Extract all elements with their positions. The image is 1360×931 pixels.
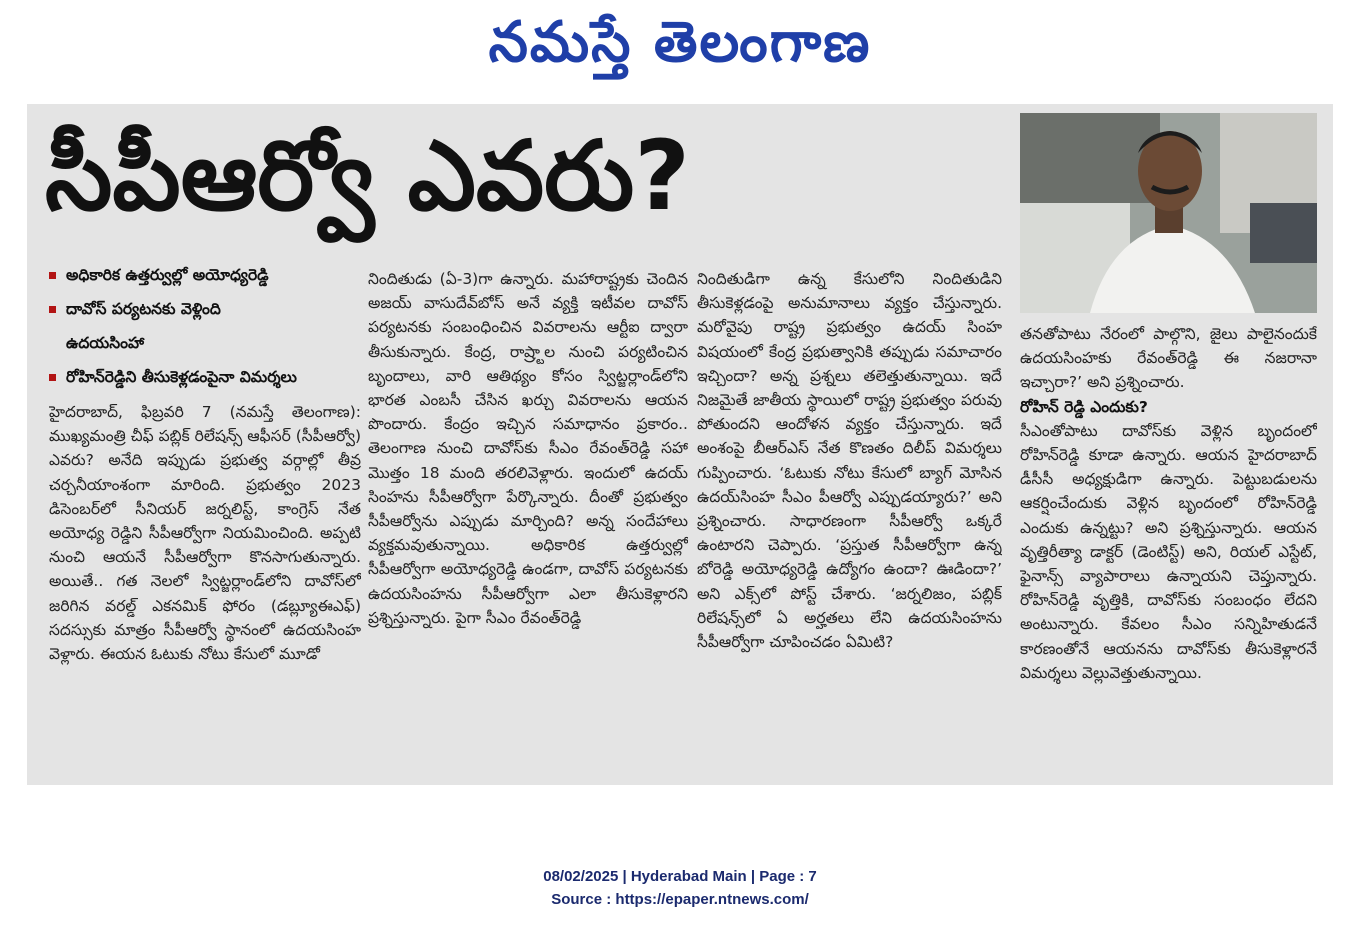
highlight-text: ఉదయసింహా	[66, 334, 144, 352]
column-text: నిందితుడిగా ఉన్న కేసులోని నిందితుడిని తీసుకెళ్లడంపై అనుమానాలు వ్యక్తం చేస్తున్నారు. మరోవైపు రాష్ట్ర ప్రభుత్వం ఉదయ్ సింహ విషయంలో కేంద్ర ప్రభుత్వానికి తప్పుడు సమాచారం ఇచ్చిందా? అన్న ప్రశ్నలు తలెత్తుతున్నాయి. ఇదే నిజమైతే జాతీయ స్థాయిలో రాష్ట్ర ప్రభుత్వం పరువు పోతుందని ఆందోళన వ్యక్తం చేస్తున్నారు. ఇదే అంశంపై బీఆర్‌ఎస్ నేత కొణతం దిలీప్ విమర్శలు గుప్పించారు. ‘ఓటుకు నోటు కేసులో బ్యాగ్ మోసిన ఉదయ్‌సింహ సీఎం పీఆర్వో ఎప్పుడయ్యారు?’ అని ప్రశ్నించారు. సాధారణంగా సీపీఆర్వో ఒక్కరే ఉంటారని చెప్పారు. ‘ప్రస్తుత సీపీఆర్వోగా ఉన్న బోరెడ్డి అయోధ్యరెడ్డి ఉద్యోగం ఉందా? ఊడిందా?’ అని ఎక్స్‌లో పోస్ట్ చేశారు. ‘జర్నలిజం, పబ్లిక్ రిలేషన్స్‌లో ఏ అర్హతలు లేని ఉదయసింహను సీపీఆర్వోగా చూపించడం ఏమిటి?	[697, 270, 1002, 652]
highlight-item	[49, 258, 367, 292]
article-photo	[1020, 113, 1317, 313]
highlight-text: అధికారిక ఉత్తర్వుల్లో అయోధ్యరెడ్డి	[66, 266, 269, 284]
bullet-marker	[49, 306, 56, 313]
person-photo-illustration	[1020, 113, 1317, 313]
article-column-1	[49, 400, 361, 780]
highlight-item	[49, 292, 367, 326]
column-text: నిందితుడు (ఏ-3)గా ఉన్నారు. మహారాష్ట్రకు చెందిన అజయ్ వాసుదేవ్‌బోస్ అనే వ్యక్తి ఇటీవల దావోస్ పర్యటనకు సంబంధించిన వివరాలను ఆర్టీఐ ద్వారా తీసుకున్నారు. కేంద్ర, రాష్ర్టాల నుంచి పర్యటించిన బృందాలు, వారి ఆతిథ్యం కోసం స్విట్జర్లాండ్‌లోని భారత ఎంబసీ చేసిన ఖర్చు వివరాలను ఆయన పొందారు. కేంద్రం ఇచ్చిన సమాధానం ప్రకారం.. తెలంగాణ నుంచి దావోస్‌కు సీఎం రేవంత్‌రెడ్డి సహా మొత్తం 18 మంది తరలివెళ్లారు. ఇందులో ఉదయ్ సింహను సీపీఆర్వోగా పేర్కొన్నారు. దీంతో ప్రభుత్వం సీపీఆర్వోను ఎప్పుడు మార్చింది? అన్న సందేహాలు వ్యక్తమవుతున్నాయి. అధికారిక ఉత్తర్వుల్లో సీపీఆర్వోగా అయోధ్యరెడ్డి ఉండగా, దావోస్ పర్యటనకు ఉదయసింహను సీపీఆర్వోగా ఎలా తీసుకెళ్లారని ప్రశ్నిస్తున్నారు. పైగా సీఎం రేవంత్‌రెడ్డి	[368, 270, 688, 627]
highlight-item	[49, 360, 367, 394]
column-text: సీఎంతోపాటు దావోస్‌కు వెళ్లిన బృందంలో రోహిన్‌రెడ్డి కూడా ఉన్నారు. ఆయన హైదరాబాద్ డీసీసీ అధ్యక్షుడిగా ఉన్నారు. పెట్టుబడులను ఆకర్షించేందుకు వెళ్లిన బృందంలో రోహిన్‌రెడ్డి ఎందుకు ఉన్నట్టు? అని ప్రశ్నిస్తున్నారు. ఆయన వృత్తిరీత్యా డాక్టర్ (డెంటిస్ట్) అని, రియల్ ఎస్టేట్, ఫైనాన్స్ వ్యాపారాలు ఉన్నాయని చెప్తున్నారు. రోహిన్‌రెడ్డి వృత్తికి, దావోస్‌కు సంబంధం లేదని అంటున్నారు. కేవలం సీఎం సన్నిహితుడనే కారణంతోనే ఆయనను దావోస్‌కు తీసుకెళ్లారనే విమర్శలు వెల్లువెత్తుతున్నాయి.	[1020, 421, 1317, 682]
article-column-3	[697, 267, 1002, 777]
column-text: తనతోపాటు నేరంలో పాల్గొని, జైలు పాలైనందుకే ఉదయసింహకు రేవంత్‌రెడ్డి ఈ నజరానా ఇచ్చారా?’ అని ప్రశ్నించారు.	[1020, 325, 1317, 392]
article-subheading: రోహిన్ రెడ్డి ఎందుకు?	[1020, 397, 1148, 416]
bullet-marker	[49, 272, 56, 279]
bullet-marker	[49, 374, 56, 381]
article-column-4	[1020, 322, 1317, 782]
highlight-text: దావోస్ పర్యటనకు వెళ్లింది	[66, 300, 221, 318]
article-headline: సీపీఆర్వో ఎవరు?	[45, 120, 690, 232]
footer-date-edition: 08/02/2025 | Hyderabad Main | Page : 7	[543, 868, 817, 885]
column-text: హైదరాబాద్, ఫిబ్రవరి 7 (నమస్తే తెలంగాణ): ముఖ్యమంత్రి చీఫ్ పబ్లిక్ రిలేషన్స్ ఆఫీసర్ (సీపీఆర్వో) ఎవరు? అనేది ఇప్పుడు ప్రభుత్వ వర్గాల్లో తీవ్ర చర్చనీయాంశంగా మారింది. ప్రభుత్వం 2023 డిసెంబర్‌లో సీనియర్ జర్నలిస్ట్, కాంగ్రెస్ నేత అయోధ్య రెడ్డిని సీపీఆర్వోగా నియమించింది. అప్పటి నుంచి ఆయనే సీపీఆర్వోగా కొనసాగుతున్నారు. అయితే.. గత నెలలో స్విట్జర్లాండ్‌లోని దావోస్‌లో జరిగిన వరల్డ్ ఎకనమిక్ ఫోరం (డబ్ల్యూఈఎఫ్) సదస్సుకు మాత్రం సీపీఆర్వో స్థానంలో ఉదయసింహ వెళ్లారు. ఈయన ఓటుకు నోటు కేసులో మూడో	[49, 403, 361, 664]
article-column-2	[368, 267, 688, 777]
highlights-list	[49, 258, 367, 394]
highlight-text: రోహిన్‌రెడ్డిని తీసుకెళ్లడంపైనా విమర్శలు	[66, 368, 297, 386]
highlight-item	[49, 326, 367, 360]
footer-source: Source : https://epaper.ntnews.com/	[551, 891, 809, 908]
article-clipping	[27, 104, 1333, 785]
newspaper-masthead: నమస్తే తెలంగాణ	[488, 10, 872, 75]
